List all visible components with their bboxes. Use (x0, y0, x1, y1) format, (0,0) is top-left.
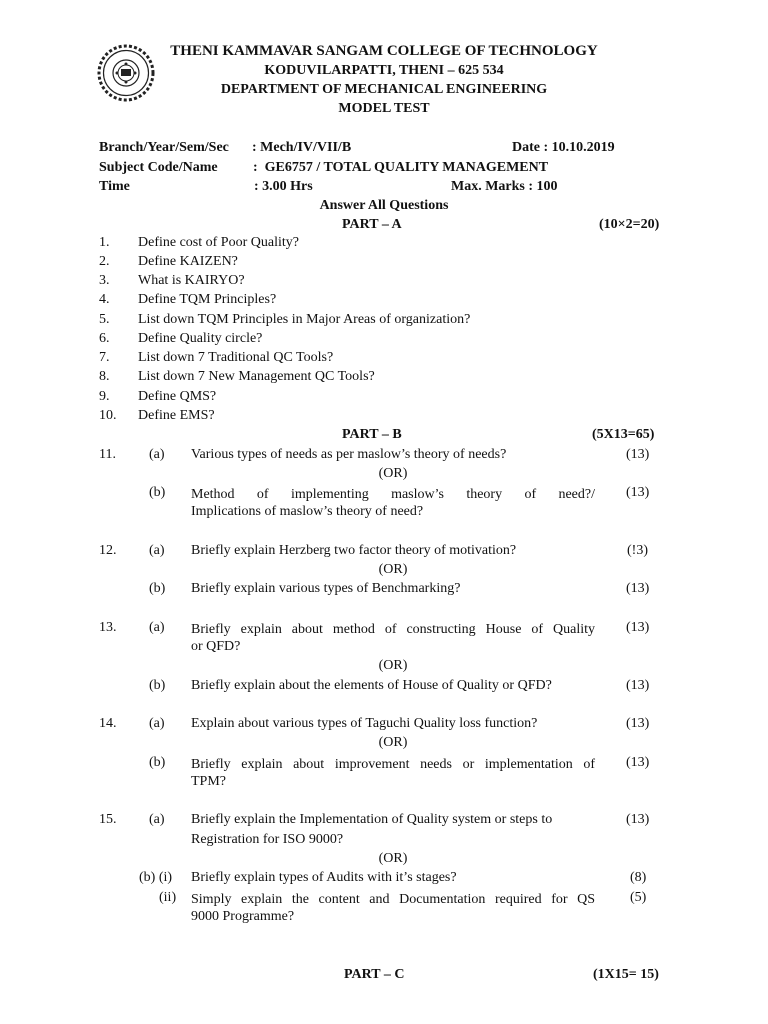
question-text-line: Briefly explain the Implementation of Quality system or steps to (191, 812, 553, 827)
college-address: KODUVILARPATTI, THENI – 625 534 (264, 63, 504, 78)
question-number: 8. (99, 369, 110, 384)
question-number: 10. (99, 408, 117, 423)
question-marks: (13) (626, 581, 650, 596)
sub-question-label: (a) (149, 620, 165, 635)
question-marks: (13) (626, 447, 650, 462)
question-number: 3. (99, 273, 110, 288)
sub-question-label: (b) (149, 755, 166, 770)
question-text: Define TQM Principles? (138, 292, 277, 307)
sub-question-label: (b) (149, 485, 166, 500)
part-b-marks: (5X13=65) (592, 427, 655, 442)
sub-question-label: (a) (149, 447, 165, 462)
question-number: 4. (99, 292, 110, 307)
time-label: Time (99, 179, 130, 194)
question-text: Explain about various types of Taguchi Quality loss function? (191, 716, 538, 731)
test-title: MODEL TEST (338, 101, 430, 116)
question-text: List down 7 New Management QC Tools? (138, 369, 375, 384)
question-text: Briefly explain about the elements of House of Quality or QFD? (191, 678, 552, 693)
question-text: Define QMS? (138, 389, 217, 404)
question-text: Briefly explain types of Audits with it’s stages? (191, 870, 457, 885)
or-separator: (OR) (378, 851, 408, 866)
question-text-line: Briefly explain about improvement needs or implementation of (191, 757, 595, 772)
sub-question-label: (b) (149, 581, 166, 596)
time-value: : 3.00 Hrs (254, 179, 313, 194)
question-number: 7. (99, 350, 110, 365)
or-separator: (OR) (378, 562, 408, 577)
question-number: 15. (99, 812, 117, 827)
sub-question-label: (a) (149, 716, 165, 731)
instruction: Answer All Questions (319, 198, 449, 213)
question-text: Define Quality circle? (138, 331, 263, 346)
question-text: Briefly explain Herzberg two factor theory of motivation? (191, 543, 517, 558)
question-text-line: TPM? (191, 774, 226, 789)
subject-label: Subject Code/Name (99, 160, 218, 175)
question-text-line: Method of implementing maslow’s theory of need?/ (191, 487, 595, 502)
branch-value: : Mech/IV/VII/B (252, 140, 352, 155)
question-text-line: Registration for ISO 9000? (191, 832, 344, 847)
sub-question-label: (b) (i) (139, 870, 173, 885)
part-c-marks: (1X15= 15) (593, 967, 659, 982)
question-marks: (13) (626, 812, 650, 827)
question-number: 2. (99, 254, 110, 269)
or-separator: (OR) (378, 658, 408, 673)
question-text: List down TQM Principles in Major Areas of organization? (138, 312, 471, 327)
question-text: Various types of needs as per maslow’s theory of needs? (191, 447, 507, 462)
question-marks: (13) (626, 716, 650, 731)
part-b-title: PART – B (342, 427, 402, 442)
question-text: Define KAIZEN? (138, 254, 238, 269)
exam-date: Date : 10.10.2019 (512, 140, 615, 155)
question-number: 9. (99, 389, 110, 404)
question-marks: (13) (626, 755, 650, 770)
question-marks: (13) (626, 485, 650, 500)
question-marks: (5) (630, 890, 647, 905)
college-name: THENI KAMMAVAR SANGAM COLLEGE OF TECHNOLOGY (170, 43, 598, 59)
question-text: Define cost of Poor Quality? (138, 235, 299, 250)
question-text: What is KAIRYO? (138, 273, 245, 288)
sub-question-label: (a) (149, 812, 165, 827)
question-marks: (13) (626, 620, 650, 635)
question-text-line: or QFD? (191, 639, 241, 654)
question-number: 14. (99, 716, 117, 731)
department-name: DEPARTMENT OF MECHANICAL ENGINEERING (220, 82, 548, 97)
or-separator: (OR) (378, 466, 408, 481)
or-separator: (OR) (378, 735, 408, 750)
sub-question-label: (ii) (159, 890, 177, 905)
question-marks: (13) (626, 678, 650, 693)
question-text-line: Briefly explain about method of constructing House of Quality (191, 622, 595, 637)
max-marks: Max. Marks : 100 (451, 179, 558, 194)
question-number: 13. (99, 620, 117, 635)
question-number: 5. (99, 312, 110, 327)
question-text-line: Implications of maslow’s theory of need? (191, 504, 424, 519)
part-c-title: PART – C (344, 967, 405, 982)
question-number: 12. (99, 543, 117, 558)
question-number: 11. (99, 447, 116, 462)
question-marks: (8) (630, 870, 647, 885)
branch-label: Branch/Year/Sem/Sec (99, 140, 229, 155)
part-a-title: PART – A (342, 217, 402, 232)
sub-question-label: (a) (149, 543, 165, 558)
question-number: 1. (99, 235, 110, 250)
part-a-marks: (10×2=20) (599, 217, 660, 232)
subject-value: : GE6757 / TOTAL QUALITY MANAGEMENT (253, 160, 549, 175)
question-number: 6. (99, 331, 110, 346)
question-text-line: Simply explain the content and Documentation required for QS (191, 892, 595, 907)
question-text: Define EMS? (138, 408, 215, 423)
question-text: List down 7 Traditional QC Tools? (138, 350, 334, 365)
question-marks: (!3) (627, 543, 648, 558)
sub-question-label: (b) (149, 678, 166, 693)
question-text: Briefly explain various types of Benchmarking? (191, 581, 461, 596)
question-text-line: 9000 Programme? (191, 909, 295, 924)
